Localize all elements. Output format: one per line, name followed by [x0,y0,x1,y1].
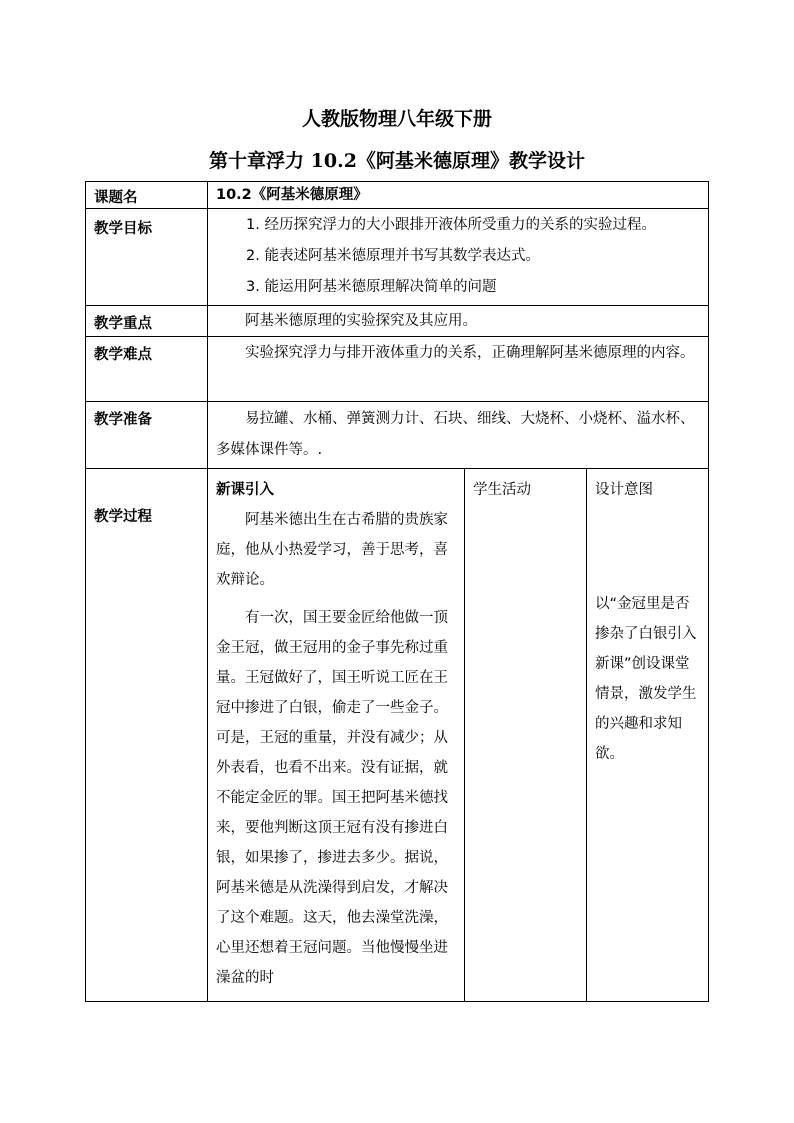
row-key-points [86,306,709,337]
paragraph: 阿基米德出生在古希腊的贵族家庭，他从小热爱学习，善于思考，喜欢辩论。 [216,512,448,588]
goal-item: 2. 能表述阿基米德原理并书写其数学表达式。 [246,248,540,264]
design-intent-column [587,469,709,1002]
label-process: 教学过程 [86,469,208,1002]
label-difficulties: 教学难点 [86,337,208,402]
student-activity-header: 学生活动 [473,482,531,498]
student-activity-column [465,469,587,1002]
value-goals [208,209,709,306]
value-difficulties: 实验探究浮力与排开液体重力的关系，正确理解阿基米德原理的内容。 [208,337,709,402]
section-title: 新课引入 [216,482,274,498]
label-key-points: 教学重点 [86,306,208,337]
design-intent-text: 以“金冠里是否掺杂了白银引入新课”创设课堂情景，激发学生的兴趣和求知欲。 [595,596,697,762]
process-content [208,469,465,1002]
label-goals: 教学目标 [86,209,208,306]
label-preparation: 教学准备 [86,402,208,469]
label-topic: 课题名 [86,182,208,209]
row-process [86,469,709,1002]
lesson-plan-table [85,181,709,1002]
value-key-points: 阿基米德原理的实验探究及其应用。 [208,306,709,337]
row-goals [86,209,709,306]
design-intent-header: 设计意图 [595,482,653,498]
row-topic [86,182,709,209]
goal-item: 3. 能运用阿基米德原理解决简单的问题 [246,279,497,295]
row-preparation [86,402,709,469]
value-preparation: 易拉罐、水桶、弹簧测力计、石块、细线、大烧杯、小烧杯、溢水杯、多媒体课件等。. [208,402,709,469]
lesson-title: 第十章浮力 10.2《阿基米德原理》教学设计 [209,150,585,172]
paragraph: 有一次，国王要金匠给他做一顶金王冠，做王冠用的金子事先称过重量。王冠做好了，国王听说工匠在王冠中掺进了白银，偷走了一些金子。可是，王冠的重量，并没有减少；从外表看，也看不出来。没有证据，就不能定金匠的罪。国王把阿基米德找来，要他判断这顶王冠有没有掺进白银，如果掺了，掺进去多少。据说，阿基米德是从洗澡得到启发，才解决了这个难题。这天，他去澡堂洗澡，心里还想着王冠问题。当他慢慢坐进澡盆的时 [216,610,448,986]
goal-item: 1. 经历探究浮力的大小跟排开液体所受重力的关系的实验过程。 [246,217,656,233]
document-title: 人教版物理八年级下册 [301,108,492,130]
row-difficulties [86,337,709,402]
value-topic: 10.2《阿基米德原理》 [208,182,709,209]
